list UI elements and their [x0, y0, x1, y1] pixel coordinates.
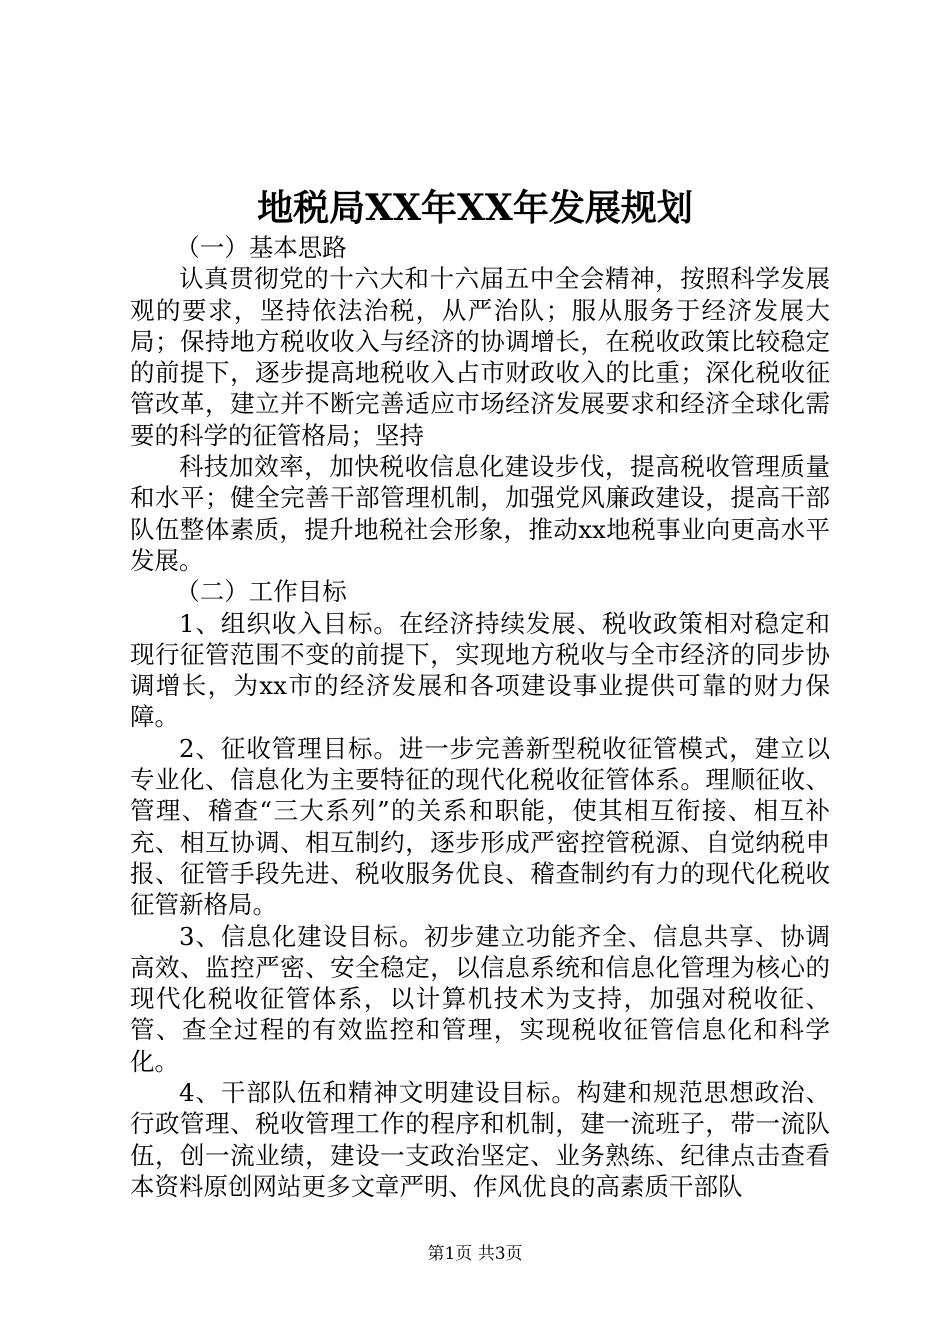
section-heading-work-goals: （二）工作目标	[175, 577, 347, 607]
paragraph: 认真贯彻党的十六大和十六届五中全会精神，按照科学发展观的要求，坚持依法治税，从严治队；服从服务于经济发展大局；保持地方税收收入与经济的协调增长，在税收政策比较稳定的前提下，逐步提高地税收入占市财政收入的比重；深化税收征管改革，建立并不断完善适应市场经济发展要求和经济全球化需要的科学的征管格局；坚持	[130, 264, 830, 450]
paragraph: 2、征收管理目标。进一步完善新型税收征管模式，建立以专业化、信息化为主要特征的现代化税收征管体系。理顺征收、管理、稽查“三大系列”的关系和职能，使其相互衔接、相互补充、相互协调、相互制约，逐步形成严密控管税源、自觉纳税申报、征管手段先进、税收服务优良、稽查制约有力的现代化税收征管新格局。	[130, 733, 830, 920]
paragraph: 科技加效率，加快税收信息化建设步伐，提高税收管理质量和水平；健全完善干部管理机制，加强党风廉政建设，提高干部队伍整体素质，提升地税社会形象，推动xx地税事业向更高水平发展。	[130, 452, 830, 575]
section-heading-basic-ideas: （一）基本思路	[175, 233, 347, 262]
paragraph: 3、信息化建设目标。初步建立功能齐全、信息共享、协调高效、监控严密、安全稳定，以信息系统和信息化管理为核心的现代化税收征管体系，以计算机技术为支持，加强对税收征、管、查全过程的有效监控和管理，实现税收征管信息化和科学化。	[130, 921, 830, 1076]
document-title: 地税局XX年XX年发展规划	[257, 187, 693, 229]
paragraph: 1、组织收入目标。在经济持续发展、税收政策相对稳定和现行征管范围不变的前提下，实现地方税收与全市经济的同步协调增长，为xx市的经济发展和各项建设事业提供可靠的财力保障。	[130, 608, 830, 732]
paragraph: 4、干部队伍和精神文明建设目标。构建和规范思想政治、行政管理、税收管理工作的程序和机制，建一流班子，带一流队伍，创一流业绩，建设一支政治坚定、业务熟练、纪律点击查看本资料原创网站更多文章严明、作风优良的高素质干部队	[130, 1078, 830, 1201]
document-body	[130, 232, 830, 1202]
page-number-footer: 第1页 共3页	[427, 1244, 523, 1264]
